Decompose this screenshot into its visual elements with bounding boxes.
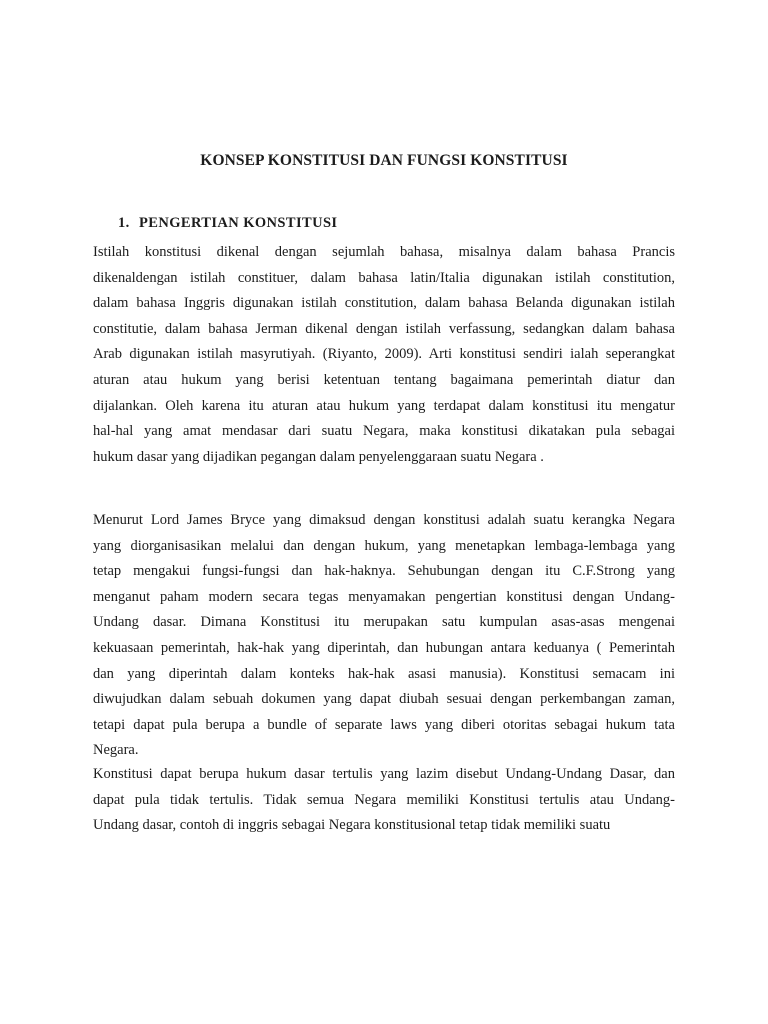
section-heading-text: PENGERTIAN KONSTITUSI [139,215,338,231]
paragraph-line: Arab digunakan istilah masyrutiyah. (Riyanto, 2009). Arti konstitusi sendiri ialah seperangkat [93,346,675,363]
paragraph-written-constitution [93,762,675,839]
paragraph-line: diwujudkan dalam sebuah dokumen yang dapat diubah sesuai dengan perkembangan zaman, [93,691,675,708]
paragraph-line: Istilah konstitusi dikenal dengan sejumlah bahasa, misalnya dalam bahasa Prancis [93,244,675,260]
paragraph-line: dalam bahasa Inggris digunakan istilah constitution, dalam bahasa Belanda digunakan istilah [93,295,675,312]
paragraph-line: dapat pula tidak tertulis. Tidak semua Negara memiliki Konstitusi tertulis atau Undang- [93,791,675,808]
paragraph-line: hal-hal yang amat mendasar dari suatu Negara, maka konstitusi dikatakan pula sebagai [93,423,675,440]
paragraph-line: tetapi dapat pula berupa a bundle of separate laws yang diberi otoritas sebagai hukum tata [93,716,675,733]
paragraph-line: yang diorganisasikan melalui dan dengan hukum, yang menetapkan lembaga-lembaga yang [93,537,675,554]
paragraph-line: dan yang diperintah dalam konteks hak-hak asasi manusia). Konstitusi semacam ini [93,665,675,682]
paragraph-line: Undang dasar, contoh di inggris sebagai Negara konstitusional tetap tidak memiliki suatu [93,817,611,834]
paragraph-line: dikenaldengan istilah constituer, dalam bahasa latin/Italia digunakan istilah constitution, [93,269,675,286]
paragraph-line: hukum dasar yang dijadikan pegangan dalam penyelenggaraan suatu Negara . [93,448,544,465]
paragraph-line: tetap mengakui fungsi-fungsi dan hak-haknya. Sehubungan dengan itu C.F.Strong yang [93,563,675,580]
paragraph-line: constitutie, dalam bahasa Jerman dikenal dengan istilah verfassung, sedangkan dalam bahasa [93,320,675,337]
document-title: KONSEP KONSTITUSI DAN FUNGSI KONSTITUSI [200,152,568,169]
paragraph-line: dijalankan. Oleh karena itu aturan atau hukum yang terdapat dalam konstitusi itu mengatur [93,397,675,414]
paragraph-line: Menurut Lord James Bryce yang dimaksud dengan konstitusi adalah suatu kerangka Negara [93,512,675,528]
section-number: 1. [118,215,130,231]
paragraph-line: kekuasaan pemerintah, hak-hak yang diperintah, dan hubungan antara keduanya ( Pemerintah [93,639,675,656]
paragraph-definition [93,240,675,470]
section-heading [118,215,337,232]
paragraph-line: Undang dasar. Dimana Konstitusi itu merupakan satu kumpulan asas-asas mengenai [93,614,675,631]
paragraph-line: Negara. [93,742,139,759]
paragraph-line: menganut paham modern secara tegas menyamakan pengertian konstitusi dengan Undang- [93,588,675,605]
paragraph-bryce [93,508,675,764]
paragraph-line: aturan atau hukum yang berisi ketentuan tentang bagaimana pemerintah diatur dan [93,371,675,388]
paragraph-line: Konstitusi dapat berupa hukum dasar tertulis yang lazim disebut Undang-Undang Dasar, dan [93,766,675,782]
